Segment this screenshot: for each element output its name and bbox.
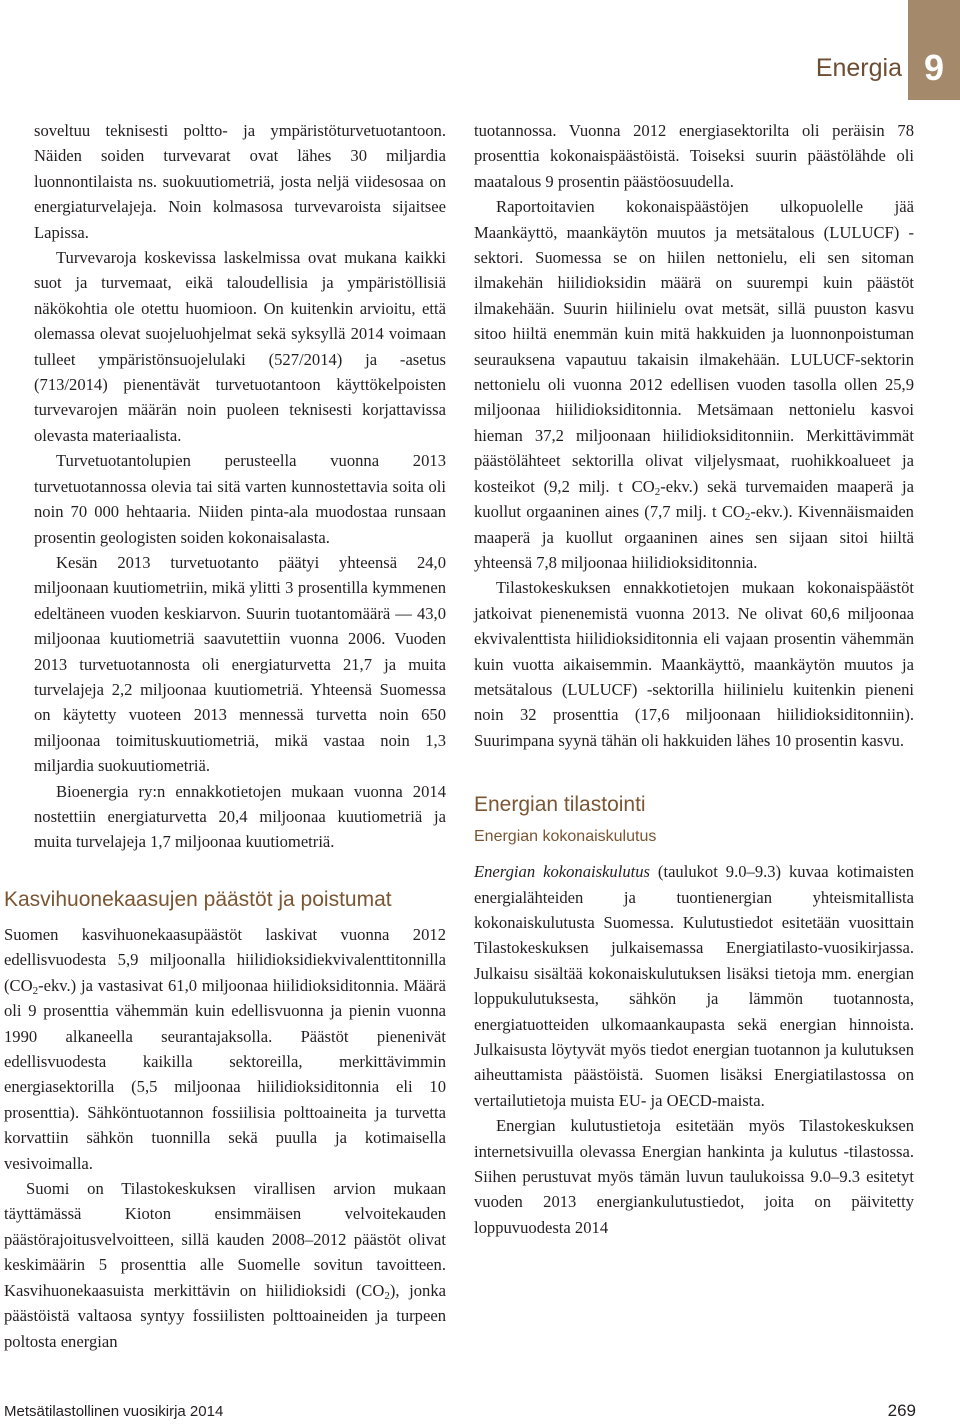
section-title: Energia bbox=[815, 54, 902, 82]
left-column-lower bbox=[4, 922, 446, 1354]
paragraph: Turvetuotantolupien perusteella vuonna 2013 turvetuotannossa olevia tai sitä varten kunnostettavia soita oli noin 70 000 hehtaaria. Niiden pinta-ala muodostaa runsaan prosentin geologisten soiden kokonaisalasta. bbox=[34, 451, 446, 547]
left-column bbox=[34, 118, 446, 855]
right-column bbox=[474, 118, 914, 1240]
paragraph: Turvevaroja koskevissa laskelmissa ovat mukana kaikki suot ja turvemaat, eikä taloudellisia ja ympäristöllisiä näkökohtia ole otettu huomioon. On kuitenkin arvioitu, että olemassa olevat suojeluohjelmat sekä syksyllä 2014 voimaan tulleet ympäristönsuojelulaki (527/2014) ja -asetus (713/2014) pienentävät turvetuotantoon käyttökelpoisten turvevarojen määrän noin puoleen teknisesti korjattavissa olevasta materiaalista. bbox=[34, 248, 446, 445]
footer-publication: Metsätilastollinen vuosikirja 2014 bbox=[4, 1403, 224, 1420]
paragraph: Energian kokonaiskulutus (taulukot 9.0–9.3) kuvaa kotimaisten energialähteiden ja tuontienergian yhteismitallista kokonaiskulutusta Suomessa. Kulutustiedot esitetään vuosittain Tilastokeskuksen julkaisemassa Energiatilasto-vuosikirjassa. Julkaisu sisältää kokonaiskulutuksen lisäksi tietoja mm. energian loppukulutuksesta, sähkön ja lämmön tuotannosta, energiatuotteiden ulkomaankaupasta sekä energian hinnoista. Julkaisusta löytyvät myös tiedot energian tuotannon ja kulutuksen aiheuttamista päästöistä. Suomen lisäksi Energiatilastossa on vertailutietoja muista EU- ja OECD-maista. bbox=[474, 862, 914, 1110]
paragraph: Bioenergia ry:n ennakkotietojen mukaan vuonna 2014 nostettiin energiaturvetta 20,4 miljoonaa kuutiometriä ja muita turvelajeja 1,7 miljoonaa kuutiometriä. bbox=[34, 781, 446, 852]
paragraph: Tilastokeskuksen ennakkotietojen mukaan kokonaispäästöt jatkoivat pienenemistä vuonna 2013. Ne olivat 60,6 miljoonaa ekvivalenttista hiilidioksiditonnia eli vajaan prosentin vähemmän kuin vuotta aikaisemmin. Maankäyttö, maankäytön muutos ja metsätalous (LULUCF) -sektorilla hiilinielu kuitenkin pieneni noin 32 prosenttia (17,6 miljoonaan hiilidioksiditonniin). Suurimpana syynä tähän oli hakkuiden lähes 10 prosentin kasvu. bbox=[474, 578, 914, 750]
paragraph: tuotannossa. Vuonna 2012 energiasektorilta oli peräisin 78 prosenttia kokonaispäästöistä. Toiseksi suurin päästölähde oli maatalous 9 prosentin päästöosuudella. bbox=[474, 121, 914, 191]
paragraph: Energian kulutustietoja esitetään myös Tilastokeskuksen internetsivuilla olevassa Energian hankinta ja kulutus -tilastossa. Siihen perustuvat myös tämän luvun taulukoissa 9.0–9.3 esitetyt vuoden 2013 energiankulutustiedot, joita on päivitetty loppuvuodesta 2014 bbox=[474, 1116, 914, 1237]
section-heading: Kasvihuonekaasujen päästöt ja poistumat bbox=[4, 888, 392, 911]
paragraph: soveltuu teknisesti poltto- ja ympäristöturvetuotantoon. Näiden soiden turvevarat ovat lähes 30 miljardia luonnontilaista ns. suokuutiometriä, josta neljä viidesosaa on energiaturvelajeja. Noin kolmasosa turvevaroista sijaitsee Lapissa. bbox=[34, 121, 446, 242]
paragraph: Kesän 2013 turvetuotanto päätyi yhteensä 24,0 miljoonaan kuutiometriin, mikä ylitti 3 prosentilla kymmenen edeltäneen vuoden keskiarvon. Suurin tuotantomäärä — 43,0 miljoonaa kuutiometriä saavutettiin vuonna 2006. Vuoden 2013 turvetuotannosta oli energiaturvetta 21,7 ja muita turvelajeja 2,2 miljoonaa kuutiometriä. Yhteensä Suomessa on käytetty vuoteen 2013 mennessä turvetta noin 650 miljoonaa toimituskuutiometriä, mikä vastaa noin 1,3 miljardia suokuutiometriä. bbox=[34, 552, 446, 776]
paragraph: Raportoitavien kokonaispäästöjen ulkopuolelle jää Maankäyttö, maankäytön muutos ja metsätalous (LULUCF) -sektori. Suomessa se on hiilen nettonielu, eli sen sitoman ilmakehän hiilidioksidin määrä on suurempi kuin päästöt ilmakehään. Suurin hiilinielu ovat metsät, sillä puuston kasvu sitoo hiiltä enemmän kuin mitä hakkuiden ja luonnonpoistuman seurauksena vapautuu takaisin ilmakehään. LULUCF-sektorin nettonielu oli vuonna 2012 edellisen vuoden tasolla ollen 25,9 miljoonaa hiilidioksiditonnia. Metsämaan nettonielu kasvoi hieman 37,2 miljoonaan hiilidioksiditonniin. Merkittävimmät päästölähteet sektorilla olivat viljelysmaat, ruohikkoalueet ja kosteikot (9,2 milj. t $CO_2-ekv$.) sekä turvemaiden maaperä ja kuollut orgaaninen aines (7,7 milj. t $CO_2-ekv$.). Kivennäismaiden maaperä ja kuollut orgaaninen aines sen sijaan sitoi hiiltä yhteensä 7,8 miljoonaa hiilidioksiditonnia. bbox=[474, 197, 914, 572]
paragraph: Suomi on Tilastokeskuksen virallisen arvion mukaan täyttämässä Kioton ensimmäisen velvoitekauden päästörajoitusvelvoitteen, sillä kauden 2008–2012 päästöt olivat keskimäärin 5 prosenttia alle Suomelle sovitun tavoitteen. Kasvihuonekaasuista merkittävin on hiilidioksidi $(CO_2)$, jonka päästöistä valtaosa syntyy fossiilisten polttoaineiden ja turpeen poltosta energian bbox=[4, 1179, 446, 1351]
section-heading: Energian tilastointi bbox=[474, 793, 646, 817]
subsection-heading: Energian kokonaiskulutus bbox=[474, 828, 657, 846]
paragraph: Suomen kasvihuonekaasupäästöt laskivat vuonna 2012 edellisvuodesta 5,9 miljoonalla hiilidioksidiekvivalenttitonnilla $(CO_2-ekv.)$ ja vastasivat 61,0 miljoonaa hiilidioksiditonnia. Määrä oli 9 prosenttia vähemmän kuin edellisvuonna ja pienin vuonna 1990 alkaneella seurantajaksolla. Päästöt pienenivät edellisvuodesta kaikilla sektoreilla, merkittävimmin energiasektorilla (5,5 miljoonaa hiilidioksiditonnia eli 10 prosenttia). Sähköntuotannon fossiilisia polttoaineita ja turvetta korvattiin sähkön tuonnilla sekä puulla ja kotimaisella vesivoimalla. bbox=[4, 925, 446, 1173]
page-number: 269 bbox=[887, 1401, 916, 1420]
chapter-number: 9 bbox=[908, 0, 960, 100]
